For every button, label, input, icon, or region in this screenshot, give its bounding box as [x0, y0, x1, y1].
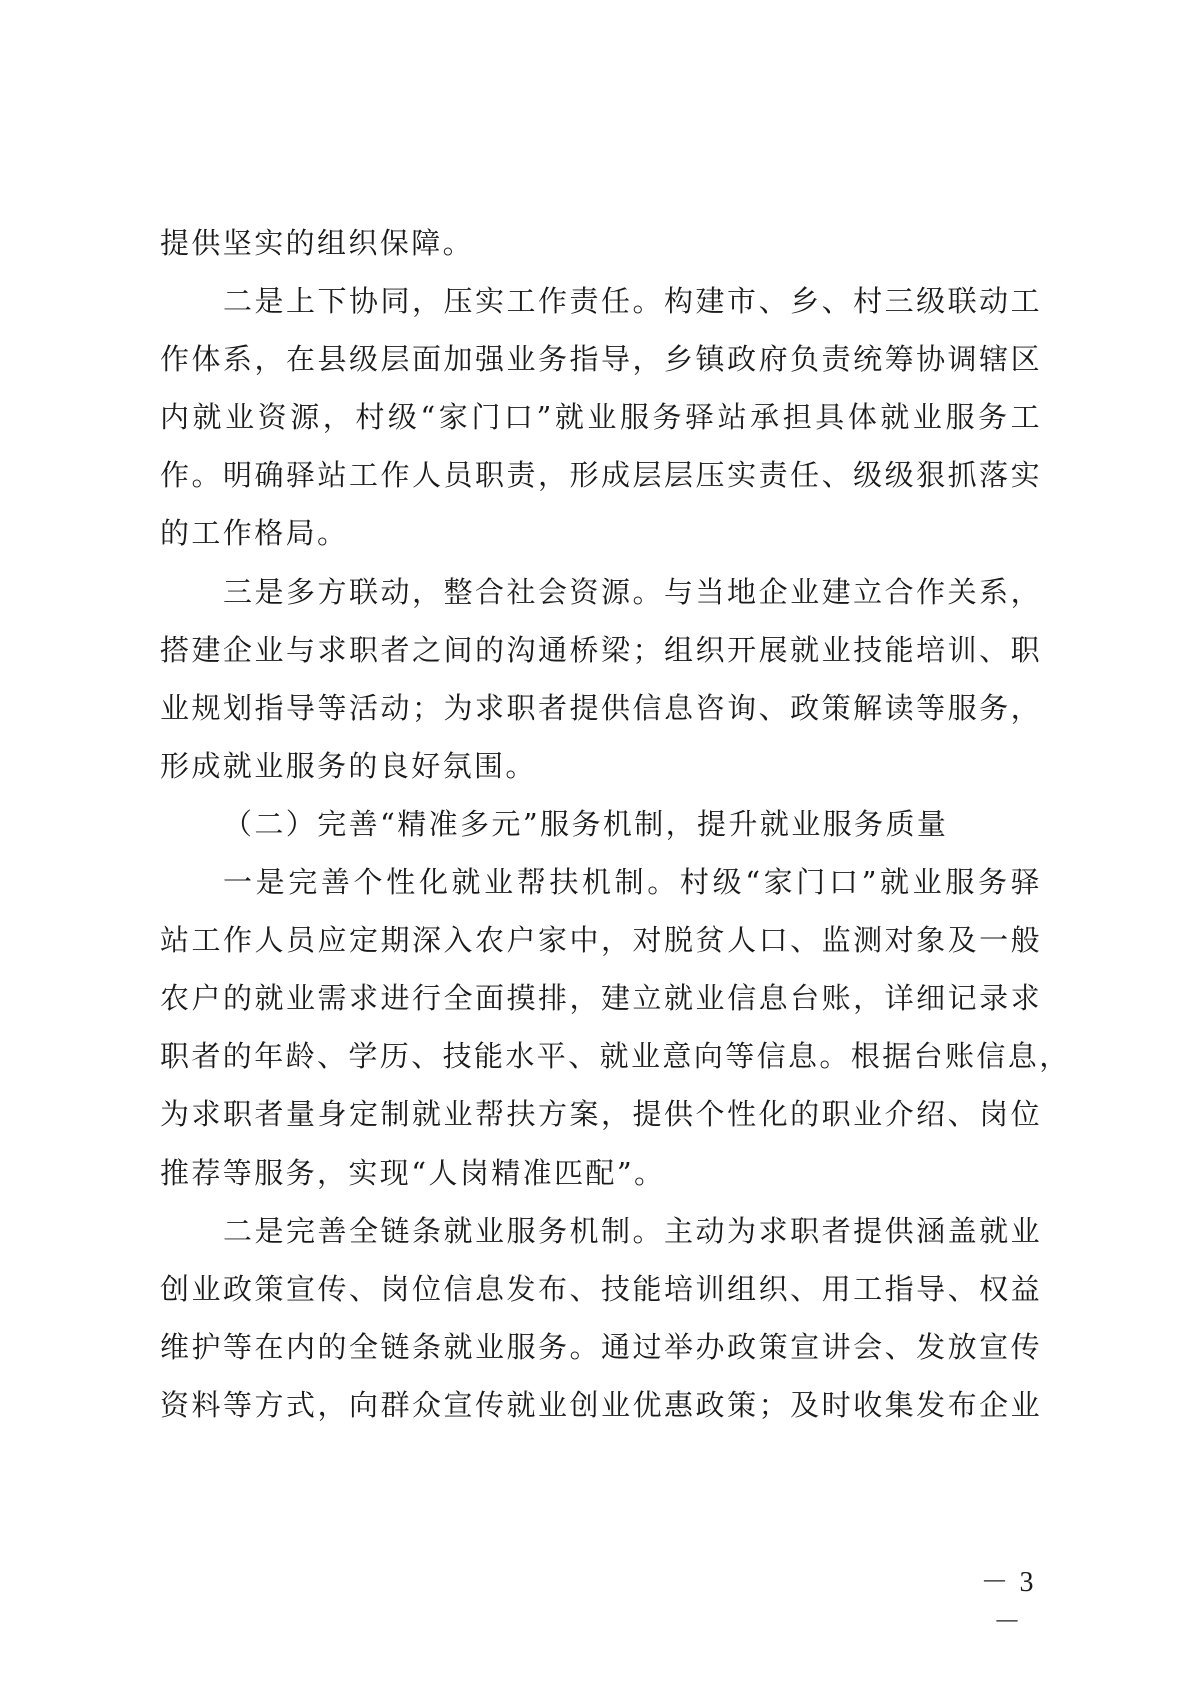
text-line: 的工作格局。 [160, 516, 349, 551]
paragraph-first-line: 一是完善个性化就业帮扶机制。村级“家门口”就业服务驿 [223, 865, 1042, 900]
text-line: 作。明确驿站工作人员职责，形成层层压实责任、级级狠抓落实 [160, 458, 1042, 493]
text-line: 推荐等服务，实现“人岗精准匹配”。 [160, 1155, 666, 1190]
page-number: － 3 － [980, 1567, 1036, 1638]
text-line: 作体系，在县级层面加强业务指导，乡镇政府负责统筹协调辖区 [160, 342, 1042, 377]
text-line: 资料等方式，向群众宣传就业创业优惠政策；及时收集发布企业 [160, 1387, 1042, 1422]
text-line: 农户的就业需求进行全面摸排，建立就业信息台账，详细记录求 [160, 981, 1042, 1016]
text-line: 创业政策宣传、岗位信息发布、技能培训组织、用工指导、权益 [160, 1271, 1042, 1306]
section-heading: （二）完善“精准多元”服务机制，提升就业服务质量 [223, 806, 949, 841]
paragraph-first-line: 二是上下协同，压实工作责任。构建市、乡、村三级联动工 [223, 284, 1042, 319]
paragraph-first-line: 二是完善全链条就业服务机制。主动为求职者提供涵盖就业 [223, 1213, 1042, 1248]
text-line: 搭建企业与求职者之间的沟通桥梁；组织开展就业技能培训、职 [160, 632, 1042, 667]
text-line: 业规划指导等活动；为求职者提供信息咨询、政策解读等服务， [160, 690, 1042, 725]
paragraph-first-line: 三是多方联动，整合社会资源。与当地企业建立合作关系， [223, 574, 1042, 609]
text-line: 维护等在内的全链条就业服务。通过举办政策宣讲会、发放宣传 [160, 1329, 1042, 1364]
body-text [160, 214, 1071, 1434]
text-line: 为求职者量身定制就业帮扶方案，提供个性化的职业介绍、岗位 [160, 1097, 1042, 1132]
text-line: 提供坚实的组织保障。 [160, 226, 475, 260]
text-line: 职者的年龄、学历、技能水平、就业意向等信息。根据台账信息， [160, 1039, 1071, 1074]
text-line: 形成就业服务的良好氛围。 [160, 748, 537, 783]
text-line: 站工作人员应定期深入农户家中，对脱贫人口、监测对象及一般 [160, 923, 1042, 958]
text-line: 内就业资源，村级“家门口”就业服务驿站承担具体就业服务工 [160, 400, 1042, 435]
